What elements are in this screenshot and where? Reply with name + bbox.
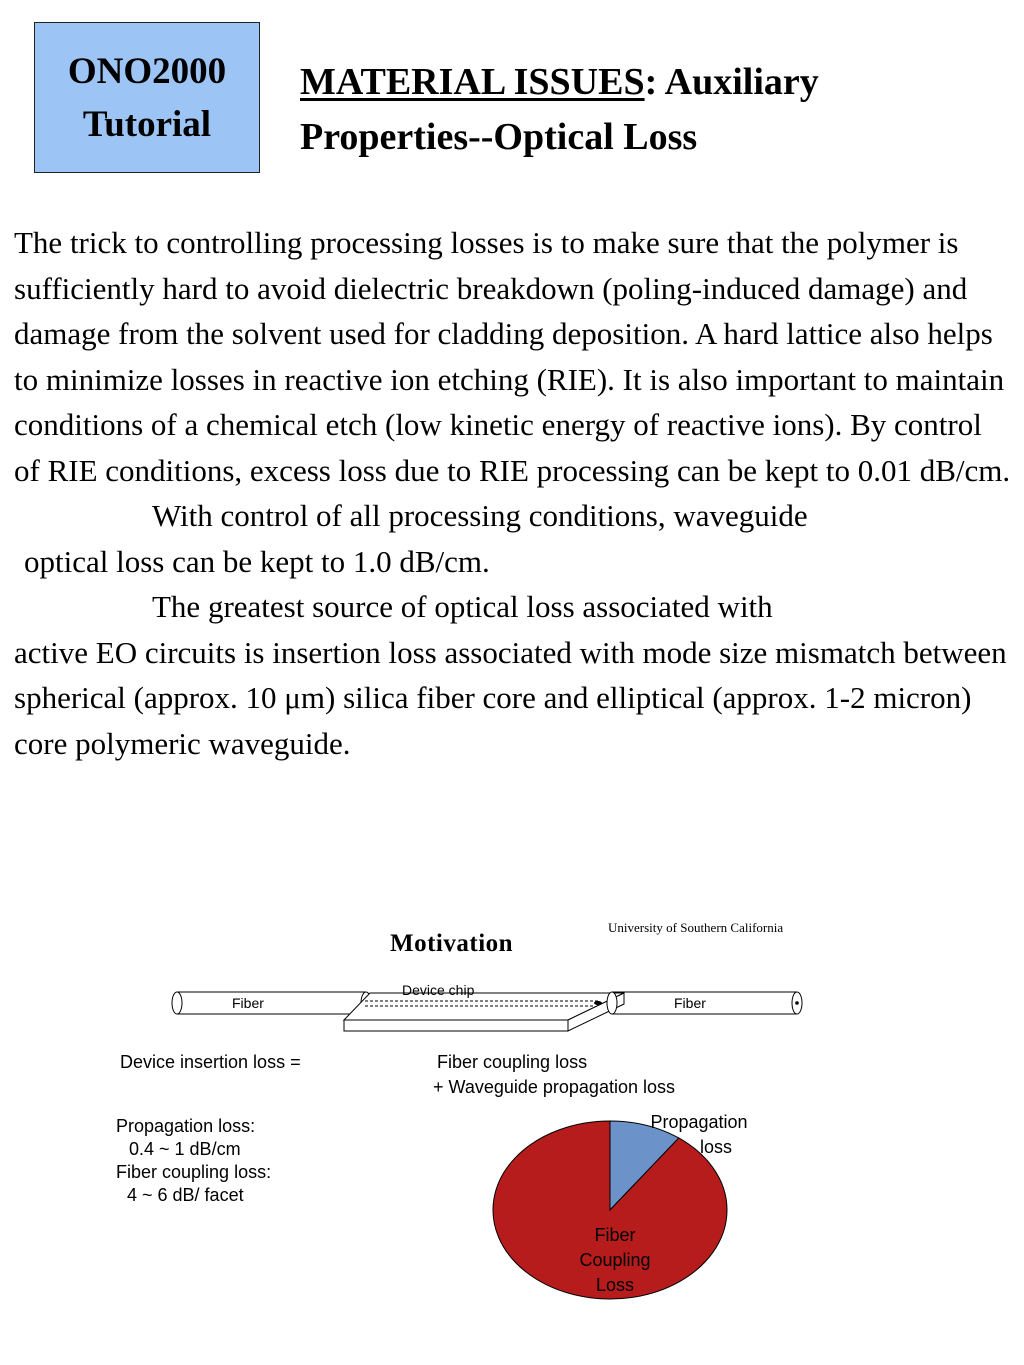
- device-chip-shape: [344, 993, 624, 1031]
- pie-label-fiber: [555, 1223, 675, 1298]
- pie-label-propagation: [628, 1110, 770, 1160]
- fiber-left-label: Fiber: [232, 995, 264, 1011]
- badge-line-1: ONO2000: [67, 50, 227, 92]
- paragraph-2-first-line: With control of all processing conditions, waveguide: [152, 498, 808, 533]
- paragraph-3-rest: active EO circuits is insertion loss associated with mode size mismatch between spherical (approx. 10 μm) silica fiber core and elliptical (approx. 1-2 micron) core polymeric waveguide.: [14, 634, 1007, 761]
- pie-label-fiber-1: Fiber: [594, 1225, 636, 1245]
- pie-label-fiber-2: Coupling: [579, 1250, 651, 1270]
- prop-loss-value: 0.4 ~ 1 dB/cm: [129, 1139, 241, 1159]
- fiber-loss-value: 4 ~ 6 dB/ facet: [127, 1185, 244, 1205]
- figure-heading: Motivation: [390, 930, 514, 957]
- tutorial-badge: [34, 22, 260, 173]
- fiber-left-shape: [172, 992, 371, 1014]
- title-rest: : Auxiliary: [644, 61, 819, 103]
- prop-loss-label: Propagation loss:: [116, 1116, 256, 1136]
- university-label: University of Southern California: [608, 920, 784, 935]
- equation-rhs-2: + Waveguide propagation loss: [433, 1077, 675, 1097]
- equation-lhs: Device insertion loss =: [120, 1052, 301, 1072]
- pie-label-fiber-3: Loss: [595, 1275, 635, 1295]
- paragraph-1: The trick to controlling processing losses is to make sure that the polymer is sufficiently hard to avoid dielectric breakdown (poling-induced damage) and damage from the solvent used for cladding deposition. A hard lattice also helps to minimize losses in reactive ion etching (RIE). It is also important to maintain conditions of a chemical etch (low kinetic energy of reactive ions). By control of RIE conditions, excess loss due to RIE processing can be kept to 0.01 dB/cm.: [14, 225, 1011, 488]
- pie-label-propagation-2: loss: [699, 1137, 732, 1157]
- page-title: [300, 55, 1000, 165]
- fiber-loss-label: Fiber coupling loss:: [116, 1162, 272, 1182]
- title-underlined: MATERIAL ISSUES: [300, 61, 645, 103]
- motivation-figure: [100, 910, 900, 1310]
- badge-line-2: Tutorial: [82, 103, 212, 145]
- figure-drawing: [100, 910, 900, 1310]
- paragraph-3-first-line: The greatest source of optical loss associated with: [152, 589, 773, 624]
- fiber-right-label: Fiber: [674, 995, 706, 1011]
- body-text: [14, 220, 1014, 766]
- equation-rhs-1: Fiber coupling loss: [437, 1052, 588, 1072]
- title-line-2: Properties--Optical Loss: [300, 116, 698, 158]
- device-chip-label: Device chip: [402, 982, 475, 998]
- pie-label-propagation-1: Propagation: [650, 1112, 748, 1132]
- paragraph-2-rest: optical loss can be kept to 1.0 dB/cm.: [24, 543, 490, 579]
